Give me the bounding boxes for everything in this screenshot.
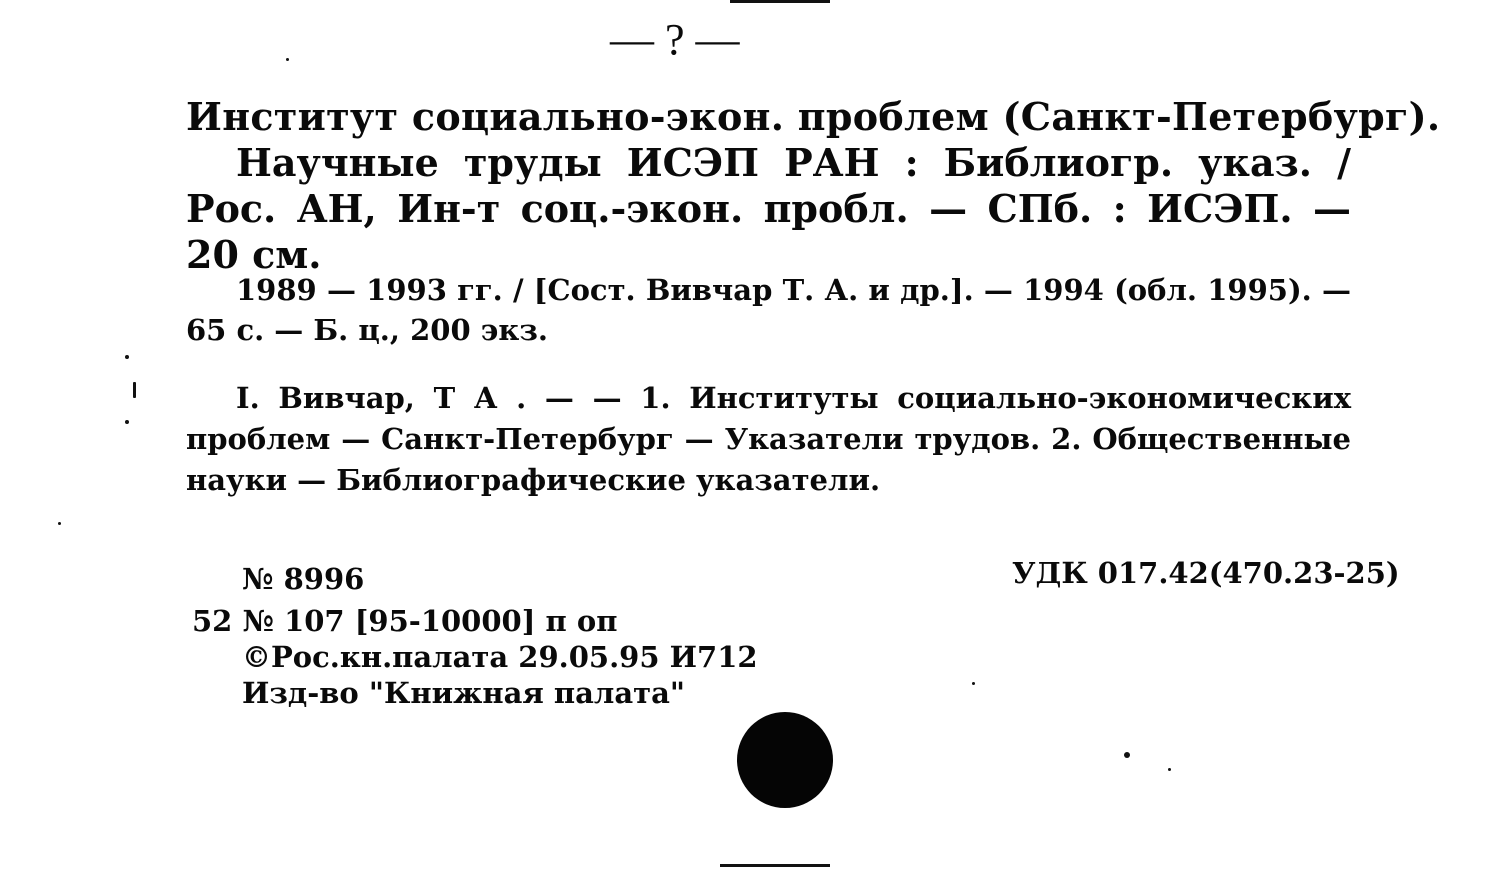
speck (1168, 768, 1171, 771)
publication-line: 52 № 107 [95-10000] п оп (192, 604, 618, 638)
record-number: № 8996 (242, 562, 365, 596)
speck (133, 382, 136, 398)
title-block: Научные труды ИСЭП РАН : Библиогр. указ. / Рос. АН, Ин-т соц.-экон. пробл. — СПб. : ИСЭП. — 20 см. (186, 140, 1351, 277)
speck (286, 58, 289, 61)
speck (125, 420, 129, 424)
subject-headings: I. Вивчар, Т А . — — 1. Институты социально-экономических проблем — Санкт-Петербург — Указатели трудов. 2. Общественные науки — Библиографические указатели. (186, 381, 1351, 497)
copyright-line: ©Рос.кн.палата 29.05.95 И712 (242, 640, 758, 674)
punch-hole (737, 712, 833, 808)
speck (125, 355, 129, 359)
udc-code: УДК 017.42(470.23-25) (1012, 556, 1400, 590)
handwritten-mark: — ? — (610, 15, 740, 64)
card-heading: Институт социально-экон. проблем (Санкт-Петербург). (186, 94, 1441, 139)
edge-mark-top (730, 0, 830, 3)
volume-description: 1989 — 1993 гг. / [Сост. Вивчар Т. А. и др.]. — 1994 (обл. 1995). — 65 с. — Б. ц., 200 экз. (186, 273, 1351, 347)
speck (1124, 752, 1130, 758)
speck (972, 682, 975, 685)
publisher-line: Изд-во "Книжная палата" (242, 676, 686, 710)
edge-mark-bottom (720, 864, 830, 867)
speck (58, 522, 61, 525)
